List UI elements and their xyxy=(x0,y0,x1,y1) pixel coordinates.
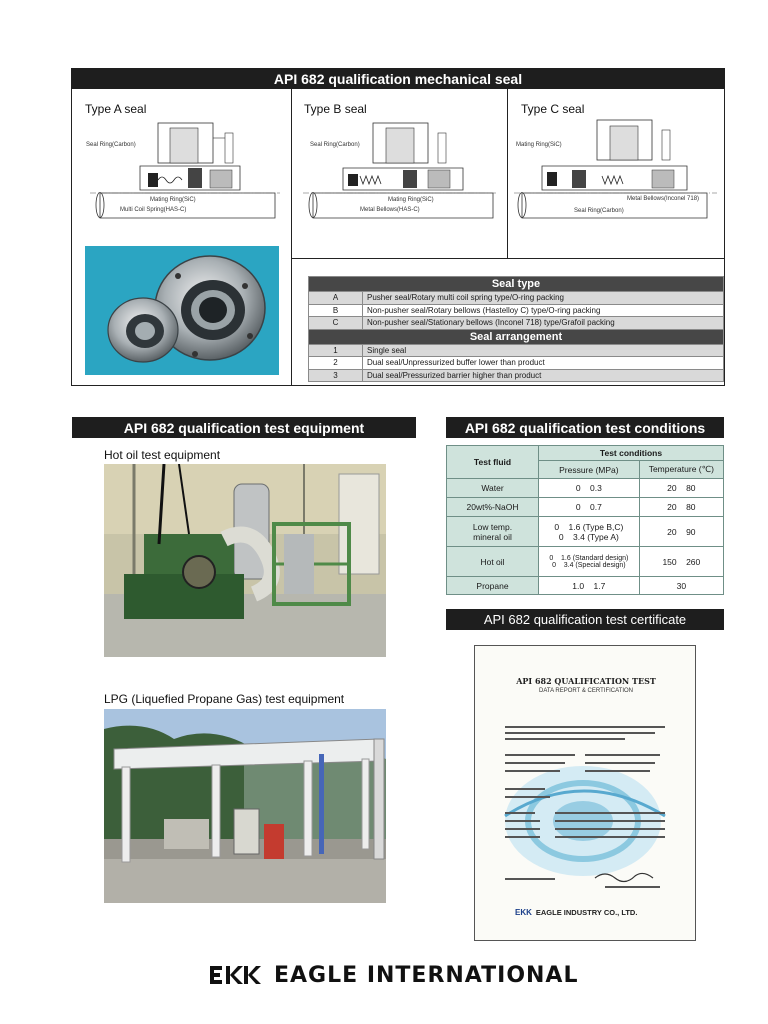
hot-oil-equipment-photo xyxy=(104,464,386,657)
pressure-cell: 0 0.3 xyxy=(539,479,640,498)
fluid-cell xyxy=(447,517,539,547)
seal-arrangement-header: Seal arrangement xyxy=(309,329,724,344)
pressure-line: 0 3.4 (Special design) xyxy=(552,561,626,569)
seal-type-desc: Pusher seal/Rotary multi coil spring type/O-ring packing xyxy=(363,292,724,305)
table-row xyxy=(309,304,724,317)
type-c-label-seal-ring: Seal Ring(Carbon) xyxy=(574,208,624,214)
fluid-cell: Hot oil xyxy=(447,547,539,577)
lpg-equipment-photo xyxy=(104,709,386,903)
type-c-heading: Type C seal xyxy=(521,102,585,116)
certificate-company xyxy=(515,908,665,917)
type-b-label-bellows: Metal Bellows(HAS-C) xyxy=(360,207,420,213)
divider xyxy=(291,89,292,386)
fluid-cell: Propane xyxy=(447,577,539,595)
table-row xyxy=(309,317,724,330)
pressure-cell xyxy=(539,547,640,577)
fluid-cell: 20wt%-NaOH xyxy=(447,498,539,517)
type-c-seal-diagram xyxy=(512,118,720,228)
brand-name: EAGLE INTERNATIONAL xyxy=(274,962,579,988)
type-a-label-spring: Multi Coil Spring(HAS-C) xyxy=(120,207,187,213)
pressure-cell xyxy=(539,517,640,547)
table-row xyxy=(309,357,724,370)
type-a-seal-diagram xyxy=(80,118,285,228)
seal-arrangement-desc: Dual seal/Pressurized barrier higher than product xyxy=(363,369,724,382)
certificate-company-name: EAGLE INDUSTRY CO., LTD. xyxy=(535,908,638,917)
footer-brand xyxy=(210,958,590,992)
divider xyxy=(291,258,725,259)
seal-arrangement-desc: Dual seal/Unpressurized buffer lower than product xyxy=(363,357,724,370)
col-test-fluid: Test fluid xyxy=(447,446,539,479)
table-row xyxy=(447,547,724,577)
table-row xyxy=(309,369,724,382)
divider xyxy=(507,89,508,258)
pressure-cell: 0 0.7 xyxy=(539,498,640,517)
test-conditions-table xyxy=(446,445,724,595)
temperature-cell: 20 80 xyxy=(639,479,723,498)
mechanical-seal-title: API 682 qualification mechanical seal xyxy=(71,68,725,89)
seal-type-table xyxy=(308,276,724,382)
table-row xyxy=(447,498,724,517)
seal-arrangement-key: 2 xyxy=(309,357,363,370)
type-a-label-seal-ring: Seal Ring(Carbon) xyxy=(86,142,136,148)
temperature-cell: 30 xyxy=(639,577,723,595)
type-b-seal-diagram xyxy=(298,118,503,228)
seal-type-key: B xyxy=(309,304,363,317)
type-c-label-bellows: Metal Bellows(Inconel 718) xyxy=(627,196,700,202)
col-pressure: Pressure (MPa) xyxy=(539,461,640,479)
ekk-logo-icon: EKK xyxy=(515,908,532,917)
type-b-label-mating-ring: Mating Ring(SiC) xyxy=(388,197,434,203)
table-row xyxy=(447,577,724,595)
seal-arrangement-key: 3 xyxy=(309,369,363,382)
temperature-cell: 150 260 xyxy=(639,547,723,577)
seal-arrangement-desc: Single seal xyxy=(363,344,724,357)
temperature-cell: 20 80 xyxy=(639,498,723,517)
table-row xyxy=(309,344,724,357)
type-c-label-mating-ring: Mating Ring(SiC) xyxy=(516,142,562,148)
certificate-title: API 682 qualification test certificate xyxy=(446,609,724,630)
fluid-line: Low temp. xyxy=(472,521,513,532)
type-b-label-seal-ring: Seal Ring(Carbon) xyxy=(310,142,360,148)
seal-type-header: Seal type xyxy=(309,277,724,292)
temperature-cell: 20 90 xyxy=(639,517,723,547)
seal-type-key: A xyxy=(309,292,363,305)
seal-type-desc: Non-pusher seal/Stationary bellows (Inconel 718) type/Grafoil packing xyxy=(363,317,724,330)
table-row xyxy=(447,479,724,498)
hot-oil-label: Hot oil test equipment xyxy=(104,448,221,462)
type-a-label-mating-ring: Mating Ring(SiC) xyxy=(150,197,196,203)
fluid-line: mineral oil xyxy=(473,531,512,542)
pressure-line: 0 1.6 (Type B,C) xyxy=(554,521,624,532)
ekk-logo-icon xyxy=(210,963,262,987)
col-temperature: Temperature (℃) xyxy=(639,461,723,479)
test-equipment-title: API 682 qualification test equipment xyxy=(72,417,416,438)
lpg-label: LPG (Liquefied Propane Gas) test equipment xyxy=(104,692,345,706)
seal-type-desc: Non-pusher seal/Rotary bellows (Hastelloy C) type/O-ring packing xyxy=(363,304,724,317)
certificate-subheading: DATA REPORT & CERTIFICATION xyxy=(538,688,633,694)
seal-type-key: C xyxy=(309,317,363,330)
pressure-cell: 1.0 1.7 xyxy=(539,577,640,595)
type-b-heading: Type B seal xyxy=(304,102,367,116)
table-row xyxy=(447,517,724,547)
table-row xyxy=(309,292,724,305)
seal-photo xyxy=(85,246,279,375)
type-a-heading: Type A seal xyxy=(85,102,147,116)
certificate-heading: API 682 QUALIFICATION TEST xyxy=(516,676,656,686)
test-conditions-title: API 682 qualification test conditions xyxy=(446,417,724,438)
seal-arrangement-key: 1 xyxy=(309,344,363,357)
pressure-line: 0 1.6 (Standard design) xyxy=(549,554,629,562)
pressure-line: 0 3.4 (Type A) xyxy=(558,531,619,542)
certificate-document xyxy=(474,645,696,941)
col-test-conditions: Test conditions xyxy=(539,446,724,461)
fluid-cell: Water xyxy=(447,479,539,498)
